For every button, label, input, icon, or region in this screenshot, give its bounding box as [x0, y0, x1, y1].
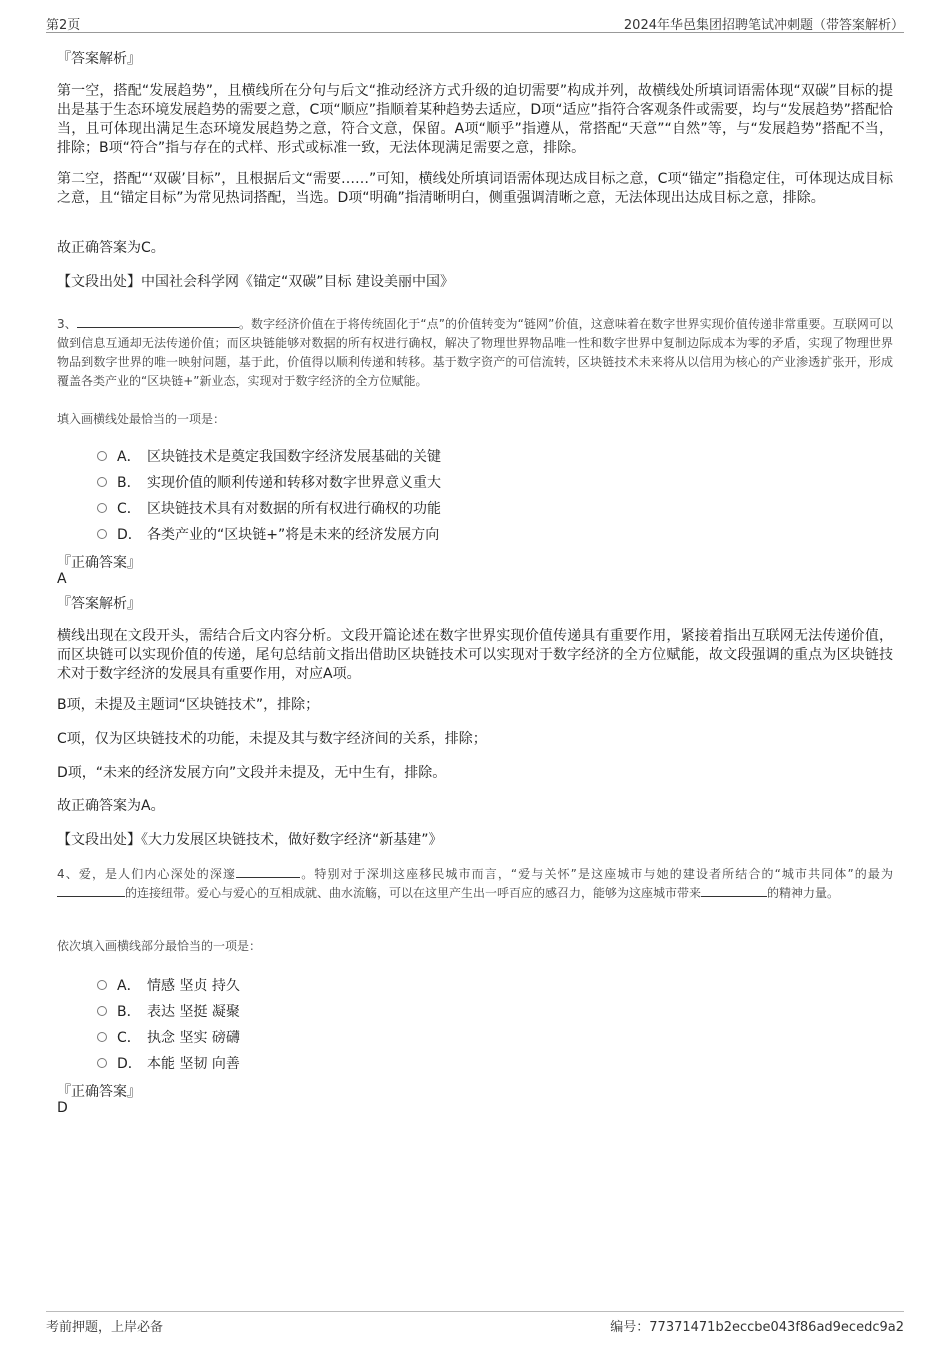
- question-stem: 4、爱，是人们内心深处的深邃 。特别对于深圳这座移民城市而言，“爱与关怀”是这座城市与她的建设者所结合的“城市共同体”的最为的连接纽带。爱心与爱心的互相成就、曲水流觞，可以在这里产生出一呼百应的感召力，能够为这座城市带来 的精神力量。: [57, 867, 893, 900]
- answer-blank: [701, 884, 767, 897]
- analysis-paragraph: D项，“未来的经济发展方向”文段并未提及，无中生有，排除。: [57, 765, 447, 781]
- correct-answer-label: 『正确答案』: [57, 555, 141, 571]
- question-prompt: 填入画横线处最恰当的一项是：: [57, 412, 226, 426]
- footer-slogan: 考前押题，上岸必备: [46, 1320, 164, 1335]
- correct-answer: D: [57, 1100, 68, 1116]
- analysis-paragraph: B项，未提及主题词“区块链技术”，排除；: [57, 697, 320, 713]
- radio-button[interactable]: [97, 477, 107, 487]
- radio-button[interactable]: [97, 451, 107, 461]
- answer-conclusion: 故正确答案为C。: [57, 240, 165, 256]
- radio-button[interactable]: [97, 1032, 107, 1042]
- page-number: 第2页: [46, 18, 81, 33]
- question-text: 。数字经济价值在于将传统固化于“点”的价值转变为“链网”价值，这意味着在数字世界实现价值传递非常重要。互联网可以做到信息互通却无法传递价值；而区块链能够对数据的所有权进行确权，解决了物理世界物品唯一性和数字世界中复制边际成本为零的矛盾，实现了物理世界物品到数字世界的唯一映射问题，基于此，价值得以顺利传递和转移。基于数字资产的可信流转，区块链技术未来将从以信用为核心的产业渗透扩张开，形成覆盖各类产业的“区块链+”新业态，实现对于数字经济的全方位赋能。: [57, 317, 893, 388]
- option-c[interactable]: C． 区块链技术具有对数据的所有权进行确权的功能: [97, 498, 441, 518]
- analysis-paragraph: 第二空，搭配“‘双碳’目标”，且根据后文“需要……”可知，横线处所填词语需体现达成目标之意，C项“锚定”指稳定住，可体现达成目标之意，且“锚定目标”为常见热词搭配，当选。D项“明确”指清晰明白，侧重强调清晰之意，无法体现出达成目标之意，排除。: [57, 171, 893, 206]
- option-d[interactable]: D． 本能 坚韧 向善: [97, 1053, 240, 1073]
- question-stem: [57, 315, 893, 391]
- option-a[interactable]: A． 情感 坚贞 持久: [97, 975, 240, 995]
- answer-conclusion: 故正确答案为A。: [57, 798, 165, 814]
- option-b[interactable]: B． 表达 坚挺 凝聚: [97, 1001, 240, 1021]
- page-header: [46, 14, 904, 33]
- answer-blank: [57, 884, 125, 897]
- analysis-paragraph: C项，仅为区块链技术的功能，未提及其与数字经济间的关系，排除；: [57, 731, 487, 747]
- option-d[interactable]: D． 各类产业的“区块链+”将是未来的经济发展方向: [97, 524, 439, 544]
- radio-button[interactable]: [97, 529, 107, 539]
- radio-button[interactable]: [97, 980, 107, 990]
- document-title: 2024年华邑集团招聘笔试冲刺题（带答案解析）: [623, 18, 904, 33]
- question-number: 3、: [57, 317, 77, 331]
- source-citation: 【文段出处】中国社会科学网《锚定“双碳”目标 建设美丽中国》: [57, 274, 454, 290]
- radio-button[interactable]: [97, 1058, 107, 1068]
- page-footer: [46, 1311, 904, 1335]
- correct-answer: A: [57, 571, 67, 587]
- analysis-label: 『答案解析』: [57, 596, 141, 612]
- answer-blank: [236, 865, 300, 878]
- question-prompt: 依次填入画横线部分最恰当的一项是：: [57, 939, 262, 953]
- radio-button[interactable]: [97, 503, 107, 513]
- radio-button[interactable]: [97, 1006, 107, 1016]
- analysis-label: 『答案解析』: [57, 51, 141, 67]
- option-a[interactable]: A． 区块链技术是奠定我国数字经济发展基础的关键: [97, 446, 441, 466]
- option-c[interactable]: C． 执念 坚实 磅礴: [97, 1027, 240, 1047]
- option-b[interactable]: B． 实现价值的顺利传递和转移对数字世界意义重大: [97, 472, 441, 492]
- correct-answer-label: 『正确答案』: [57, 1084, 141, 1100]
- analysis-paragraph: 第一空，搭配“发展趋势”，且横线所在分句与后文“推动经济方式升级的迫切需要”构成并列，故横线处所填词语需体现“双碳”目标的提出是基于生态环境发展趋势的需要之意，C项“顺应”指顺着某种趋势去适应，D项“适应”指符合客观条件或需要，均与“发展趋势”搭配恰当，且可体现出满足生态环境发展趋势之意，符合文意，保留。A项“顺乎”指遵从，常搭配“天意”“自然”等，与“发展趋势”搭配不当，排除；B项“符合”指与存在的式样、形式或标准一致，无法体现满足需要之意，排除。: [57, 83, 893, 156]
- analysis-paragraph: 横线出现在文段开头，需结合后文内容分析。文段开篇论述在数字世界实现价值传递具有重要作用，紧接着指出互联网无法传递价值，而区块链可以实现价值的传递，尾句总结前文指出借助区块链技术可以实现对于数字经济的全方位赋能，故文段强调的重点为区块链技术对于数字经济的发展具有重要作用，对应A项。: [57, 628, 893, 682]
- source-citation: 【文段出处】《大力发展区块链技术，做好数字经济“新基建”》: [57, 832, 443, 848]
- document-id: 编号：77371471b2eccbe043f86ad9ecedc9a2: [610, 1320, 904, 1335]
- answer-blank: [77, 315, 239, 328]
